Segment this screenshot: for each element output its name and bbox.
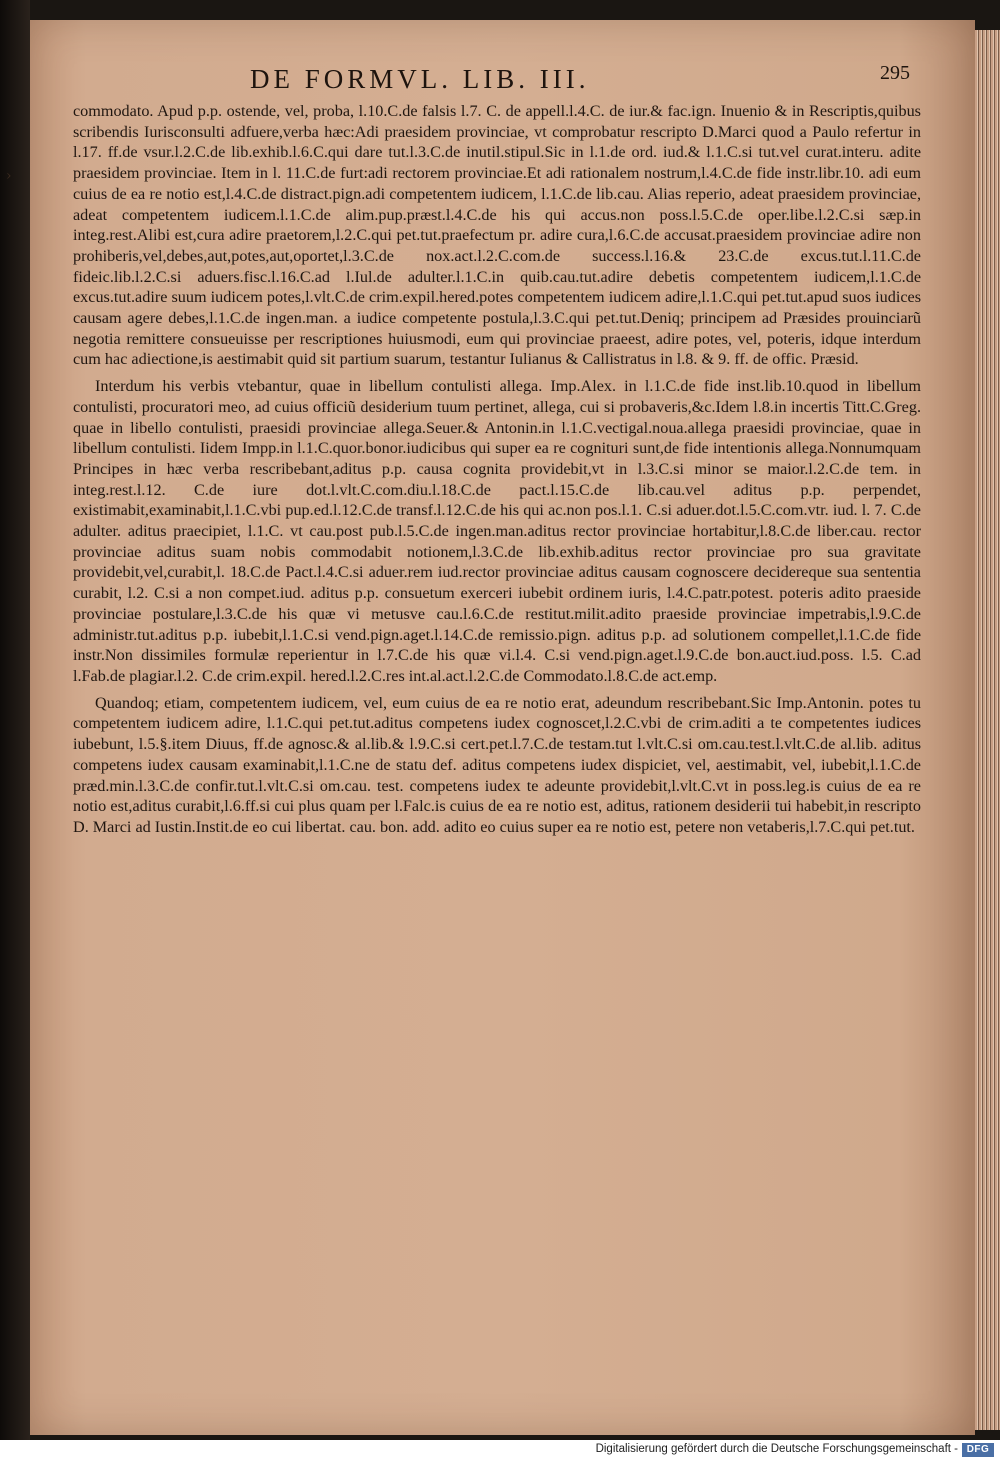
digitization-footer	[0, 1440, 1000, 1461]
page-fore-edge	[975, 30, 1000, 1430]
page-body	[73, 101, 921, 838]
funding-note: Digitalisierung gefördert durch die Deutsche Forschungsgemeinschaft -	[595, 1443, 958, 1455]
page-number: 295	[880, 62, 910, 84]
paragraph-2: Interdum his verbis vtebantur, quae in libellum contulisti allega. Imp.Alex. in l.1.C.de fide inst.lib.10.quod in libellum contulisti, procuratori meo, ad cuius officiũ desiderium tuum pertinet, allega, cui si probaveris,&c.Idem l.8.in incertis Titt.C.Greg. quae in libello contulisti, praesidi provinciae allega.Seuer.& Antonin.in l.1.C.vectigal.noua.allega praesidi provinciae, quae in libellum contulisti. Iidem Impp.in l.1.C.quor.bonor.iudicibus qui super ea re cognituri sunt,de fide intentionis allega.Nonnumquam Principes in hæc verba rescribebant,aditus p.p. causa cognita providebit,vt in l.3.C.si minor se maior.l.2.C.de tem. in integ.rest.l.12. C.de iure dot.l.vlt.C.com.diu.l.18.C.de pact.l.15.C.de lib.cau.vel aditus p.p. perpendet, existimabit,examinabit,l.1.C.vbi pup.ed.l.12.C.de transf.l.12.C.de his qui ac.non pos.l.1. C.si aduer.dot.l.5.C.com.vtr. iud. l. 7. C.de adulter. aditus praecipiet, l.1.C. vt cau.post pub.l.5.C.de ingen.man.aditus rector provinciae hortabitur,l.8.C.de liber.cau. rector provinciae aditus suam nobis commodabit notionem,l.3.C.de lib.exhib.aditus rector provinciae pro sua gravitate providebit,vel,curabit,l. 18.C.de Pact.l.4.C.si aduer.rem iud.rector provinciae aditus causam cognoscere decidereque sua sententia curabit, l.2. C.si a non compet.iud. aditus p.p. consuetum exerceri iubebit ordinem iuris, l.4.C.patr.potest. poteris adito praeside provinciae postulare,l.3.C.de his quæ vi metusve cau.l.6.C.de restitut.milit.adito praeside provinciae impetrabis,l.9.C.de administr.tut.aditus p.p. iubebit,l.1.C.si vend.pign.aget.l.14.C.de remissio.pign. aditus p.p. ad solutionem compellet,l.1.C.de fide instr.Non dissimiles formulæ reperientur in l.7.C.de his quæ vi.l.4. C.si vend.pign.aget.l.9.C.de bon.auct.iud.poss. l.5. C.ad l.Fab.de plagiar.l.2. C.de crim.expil. hered.l.2.C.res int.al.act.l.2.C.de Commodato.l.8.C.de act.emp.	[73, 377, 921, 685]
dfg-logo-icon: DFG	[962, 1443, 994, 1457]
running-head: DE FORMVL. LIB. III.	[250, 64, 590, 94]
paragraph-1: commodato. Apud p.p. ostende, vel, proba, l.10.C.de falsis l.7. C. de appell.l.4.C. de iur.& fac.ign. Inuenio & in Rescriptis,quibus scribendis Iurisconsulti adfuere,verba hæc:Adi praesidem provinciae, vt comprobatur rescripto D.Marci quod a Paulo refertur in l.17. ff.de vsur.l.2.C.de lib.exhib.l.6.C.qui dare tut.l.3.C.de inutil.stipul.Sic in l.1.de ord. iud.& l.1.C.si tut.vel curat.interu. adite praesidem provinciae. Item in l. 11.C.de furt:adi rectorem provinciae.Et adi rationalem nostrum,l.4.C.de fide instr.libr.10. adi eum cuius de ea re notio est,l.4.C.de distract.pign.adi competentem iudicem, l.1.C.de lib.cau. Alias reperio, adeat praesidem provinciae, adeat competentem iudicem.l.1.C.de alim.pup.præst.l.4.C.de his qui accus.non poss.l.5.C.de oper.libe.l.2.C.si sæp.in integ.rest.Alibi est,cura adire praetorem,l.2.C.qui pet.tut.praefectum pr. adire cura,l.6.C.de accusat.praesidem provinciae adire non prohiberis,vel,debes,aut,potes,aut,oportet,l.3.C.de nox.act.l.2.C.com.de success.l.16.& 23.C.de excus.tut.l.11.C.de fideic.lib.l.2.C.si aduers.fisc.l.16.C.ad l.Iul.de adulter.l.1.C.in quib.cau.tut.adire debetis competentem iudicem,l.1.C.de excus.tut.adire suum iudicem potes,l.vlt.C.de crim.expil.hered.potes competentem iudicem adire,l.1.C.qui pet.tut.apud suos iudices causam agere debes,l.1.C.de ingen.man. a iudice competente postula,l.3.C.qui pet.tut.Deniq; principem ad Præsides prouinciarũ negotia remittere consueuisse per rescriptiones huiusmodi, eum qui provinciae praeest, adire potes, vel, poteris, idque interdum cum hac adiectione,is aestimabit quid sit partium suarum, testantur Iulianus & Callistratus in l.8. & 9. ff. de offic. Præsid.	[73, 102, 921, 369]
paragraph-3: Quandoq; etiam, competentem iudicem, vel, eum cuius de ea re notio erat, adeundum rescribebant.Sic Imp.Antonin. potes tu competentem iudicem adire, l.1.C.qui pet.tut.aditus competens iudex cognoscet,l.2.C.vbi de crim.aditi a te competentes iudices iubebunt, l.5.§.item Diuus, ff.de agnosc.& al.lib.& l.9.C.si cert.pet.l.7.C.de testam.tut l.vlt.C.si om.cau.test.l.vlt.C.de al.lib. aditus competens iudex causam examinabit,l.1.C.ne de statu def. aditus competens iudex dispiciet, vel, aestimabit, vel, iubebit,l.1.C.de præd.min.l.3.C.de confir.tut.l.vlt.C.si om.cau. test. competens iudex te adeunte providebit,l.vlt.C.vt in poss.leg.is cuius de ea re notio est,aditus curabit,l.6.ff.si cui plus quam per l.Falc.is cuius de ea re notio est, aditus, rationem desiderii tui habebit,in rescripto D. Marci ad Iustin.Instit.de eo cui libertat. cau. bon. add. adito eo cuius super ea re notio est, petere non vetaberis,l.7.C.qui pet.tut.	[73, 693, 921, 836]
book-gutter	[0, 0, 30, 1440]
margin-mark: ›	[6, 168, 12, 184]
